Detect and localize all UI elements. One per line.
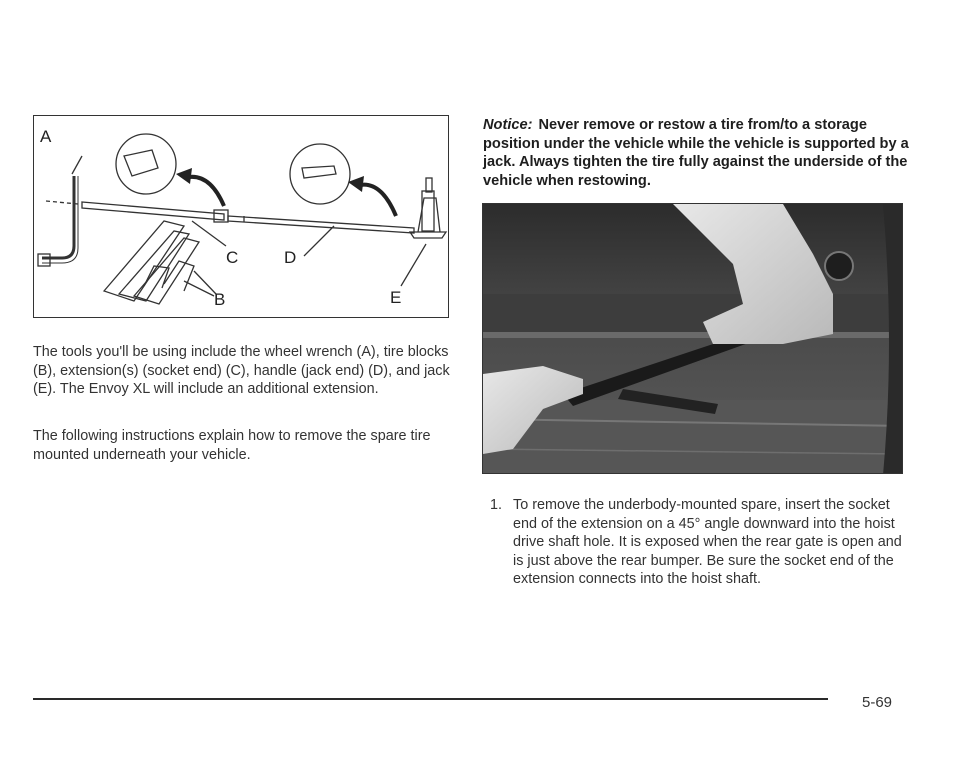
photo-drawing [483,204,903,474]
notice-label: Notice: [483,117,533,133]
extension-insertion-photo [482,203,903,474]
tools-illustration [33,115,449,318]
page-number: 5-69 [862,694,893,711]
label-d: D [284,248,297,267]
tools-description: The tools you'll be using include the wheel wrench (A), tire blocks (B), extension(s) (socket end) (C), handle (jack end) (D), and jack (E). The Envoy XL will include an additional extension. [33,344,450,398]
step-text: To remove the underbody-mounted spare, insert the socket end of the extension on a 45° angle downward into the hoist drive shaft hole. It is exposed when the rear gate is open and is just above the rear bumper. Be sure the socket end of the extension connects into the hoist shaft. [513,497,902,588]
label-b: B [214,290,226,309]
label-a: A [40,127,52,146]
step-1 [490,496,910,589]
notice-block [483,116,923,190]
notice-text: Never remove or restow a tire from/to a storage position under the vehicle while the vehicle is supported by a jack. Always tighten the tire fully against the underside of the vehicle when restowing. [483,117,909,189]
label-c: C [226,248,239,267]
instructions-intro: The following instructions explain how to remove the spare tire mounted underneath your vehicle. [33,428,431,463]
tools-drawing [34,116,450,319]
step-number: 1. [490,497,503,513]
label-e: E [390,288,402,307]
footer-rule [33,698,828,700]
